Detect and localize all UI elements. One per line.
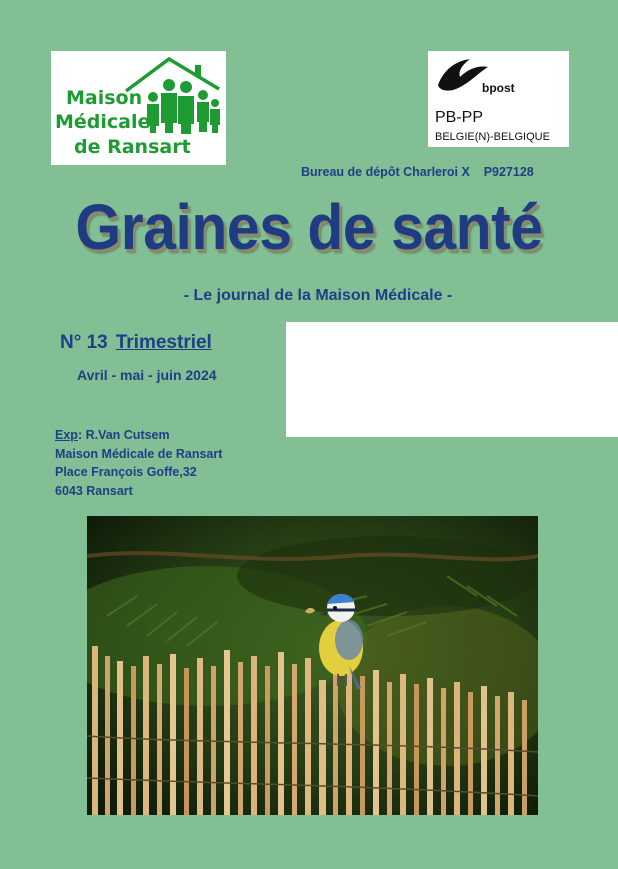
maison-medicale-logo	[51, 51, 226, 165]
postage-box	[428, 51, 569, 147]
sender-address	[55, 426, 222, 500]
issue-number: N° 13	[60, 332, 108, 353]
postage-country: BELGIE(N)-BELGIQUE	[435, 131, 550, 143]
bpost-brand: bpost	[482, 81, 515, 95]
sender-name: : R.Van Cutsem	[77, 428, 170, 442]
logo-line-1: Maison	[66, 87, 143, 109]
sender-label: Exp	[55, 428, 78, 442]
depot-number: P927128	[483, 165, 534, 179]
issue-line	[60, 332, 212, 354]
issue-period: Avril - mai - juin 2024	[77, 367, 217, 383]
sender-org: Maison Médicale de Ransart	[55, 446, 223, 461]
depot-line	[301, 165, 534, 179]
journal-subtitle: - Le journal de la Maison Médicale -	[183, 287, 453, 304]
journal-title: Graines de santé	[75, 191, 543, 263]
address-label-area	[286, 322, 618, 437]
postage-code: PB-PP	[435, 109, 484, 126]
sender-city: 6043 Ransart	[55, 483, 133, 498]
depot-office: Bureau de dépôt Charleroi X	[301, 165, 470, 179]
sender-street: Place François Goffe,32	[55, 465, 197, 479]
logo-line-3: de Ransart	[74, 136, 191, 158]
issue-frequency: Trimestriel	[115, 332, 212, 353]
blue-tit-on-fence-photo	[87, 516, 538, 815]
logo-line-2: Médicale	[55, 111, 151, 133]
cover-photo	[87, 516, 538, 815]
